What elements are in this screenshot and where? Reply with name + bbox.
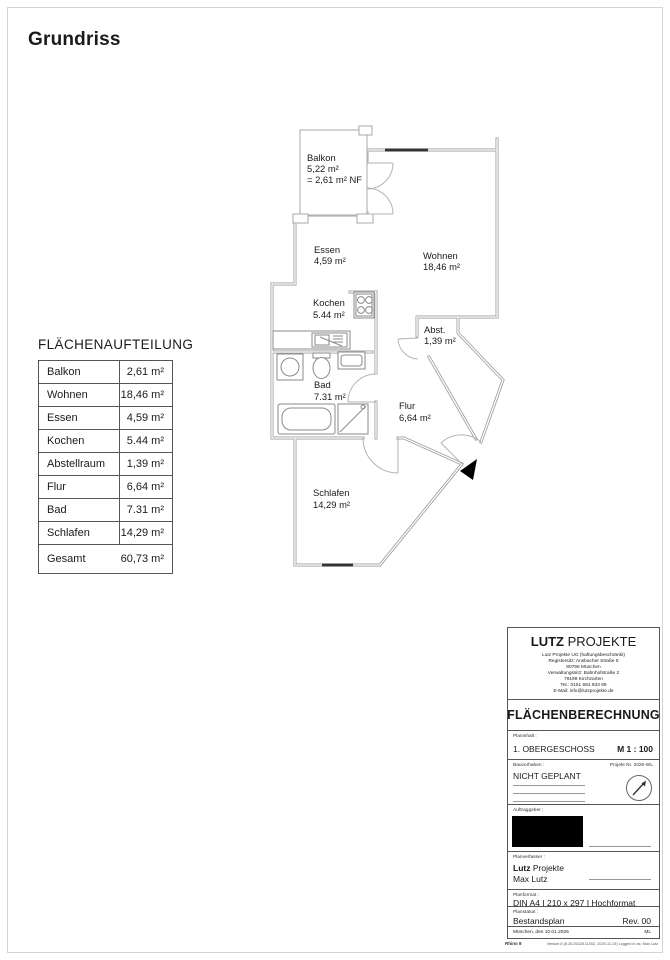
revision-value: Rev. 00 <box>622 916 651 926</box>
area-table-heading: FLÄCHENAUFTEILUNG <box>38 337 194 352</box>
room-area-schlafen: 14,29 m² <box>313 499 350 510</box>
date-initials: ML <box>644 930 651 935</box>
north-arrow-icon <box>625 774 653 802</box>
project-number: Projekt Nr. 2026-WL <box>609 763 653 768</box>
area-table-block <box>38 337 194 574</box>
planinhalt-section <box>508 730 659 759</box>
total-value: 60,73 m² <box>120 545 173 574</box>
company-name-bold: LUTZ <box>530 634 564 649</box>
address-line: Tel.: 0151 681 833 89 <box>560 683 607 688</box>
planformat-value: DIN A4 I 210 x 297 I Hochformat <box>513 898 636 908</box>
bauvorhaben-section <box>508 759 659 804</box>
planverfasser-label: Planverfasser : <box>513 855 545 860</box>
company-address <box>508 653 659 695</box>
table-row <box>39 430 173 453</box>
footer-version-info: Version 8 (8.25.25328.11002, 2025-11-24) Logged in as: Max Lutz <box>546 942 658 946</box>
planinhalt-value: 1. OBERGESCHOSS <box>513 744 595 754</box>
total-label: Gesamt <box>39 545 120 574</box>
row-value: 14,29 m² <box>120 522 173 545</box>
row-value: 4,59 m² <box>120 407 173 430</box>
doc-title-text: FLÄCHENBERECHNUNG <box>507 708 660 722</box>
row-label: Essen <box>39 407 120 430</box>
row-label: Wohnen <box>39 384 120 407</box>
doc-title-section <box>508 699 659 730</box>
room-area-essen: 4,59 m² <box>314 255 346 266</box>
table-row <box>39 499 173 522</box>
room-label-wohnen: Wohnen <box>423 250 458 261</box>
signature-line <box>589 879 651 880</box>
table-total-row <box>39 545 173 574</box>
blank-line <box>513 785 585 786</box>
row-label: Flur <box>39 476 120 499</box>
sheet-footer <box>505 941 658 949</box>
auftraggeber-label: Auftraggeber : <box>513 808 544 813</box>
row-value: 7.31 m² <box>120 499 173 522</box>
address-line: Verwaltungssitz: Bahnhofstraße 2 <box>547 671 620 676</box>
blank-line <box>513 793 585 794</box>
bauvorhaben-label: Bauvorhaben : <box>513 763 545 768</box>
redaction-box <box>512 816 583 847</box>
company-name-rest: PROJEKTE <box>567 634 637 649</box>
blank-line <box>513 801 585 802</box>
table-row <box>39 361 173 384</box>
room-label-flur: Flur <box>399 400 416 411</box>
row-label: Schlafen <box>39 522 120 545</box>
room-label-bad: Bad <box>314 379 331 390</box>
room-label-essen: Essen <box>314 244 341 255</box>
table-row <box>39 384 173 407</box>
row-value: 5.44 m² <box>120 430 173 453</box>
row-value: 1,39 m² <box>120 453 173 476</box>
planinhalt-label: Planinhalt : <box>513 734 537 739</box>
planverfasser-bold: Lutz <box>513 863 531 873</box>
room-area-wohnen: 18,46 m² <box>423 261 460 272</box>
planformat-section <box>508 889 659 906</box>
room-area-bad: 7.31 m² <box>314 391 346 402</box>
room-area-kochen: 5.44 m² <box>313 309 345 320</box>
room-area-abst: 1,39 m² <box>424 335 456 346</box>
bauvorhaben-value: NICHT GEPLANT <box>513 771 581 781</box>
address-line: E-Mail: info@lutzprojekte.de <box>553 689 614 694</box>
room-label-schlafen: Schlafen <box>313 487 350 498</box>
footer-app-name: Rhino 8 <box>505 941 522 946</box>
company-header <box>508 628 659 699</box>
row-label: Kochen <box>39 430 120 453</box>
floor-plan <box>250 105 520 590</box>
row-label: Balkon <box>47 366 81 378</box>
scale-value: M 1 : 100 <box>617 744 653 754</box>
table-row <box>39 522 173 545</box>
table-row <box>39 453 173 476</box>
entrance-arrow-icon <box>460 459 477 480</box>
planstatus-value: Bestandsplan <box>513 916 565 926</box>
row-value: 2,61 m² <box>120 361 173 384</box>
room-label-abst: Abst. <box>424 324 446 335</box>
table-row <box>39 476 173 499</box>
room-area-flur: 6,64 m² <box>399 412 431 423</box>
row-value: 6,64 m² <box>120 476 173 499</box>
row-label: Bad <box>39 499 120 522</box>
row-label: Abstellraum <box>39 453 120 476</box>
page-title: Grundriss <box>28 28 121 50</box>
auftraggeber-section <box>508 804 659 851</box>
planverfasser-person: Max Lutz <box>513 874 548 884</box>
area-table <box>38 360 173 574</box>
room-area-balkon: 5,22 m² <box>307 163 339 174</box>
room-nf-balkon: = 2,61 m² NF <box>307 174 362 185</box>
address-line: 80796 München <box>566 665 601 670</box>
planverfasser-section <box>508 851 659 889</box>
planverfasser-rest: Projekte <box>532 863 565 873</box>
date-section <box>508 926 659 938</box>
address-line: 79199 Kirchzarten <box>564 677 603 682</box>
row-value: 18,46 m² <box>120 384 173 407</box>
room-label-kochen: Kochen <box>313 297 345 308</box>
planverfasser-name <box>513 863 564 873</box>
table-row <box>39 407 173 430</box>
planstatus-section <box>508 906 659 926</box>
room-label-balkon: Balkon <box>307 152 336 163</box>
planformat-label: Planformat : <box>513 893 539 898</box>
company-name <box>508 634 659 649</box>
address-line: Lutz Projekte UG (haftungsbeschränkt) <box>542 653 625 658</box>
planstatus-label: Planstatus : <box>513 910 539 915</box>
date-place: München, den 10.01.2026 <box>513 930 569 935</box>
title-block <box>507 627 660 939</box>
address-line: Registersitz: Ansbacher Straße 5 <box>548 659 619 664</box>
signature-line <box>589 846 651 847</box>
